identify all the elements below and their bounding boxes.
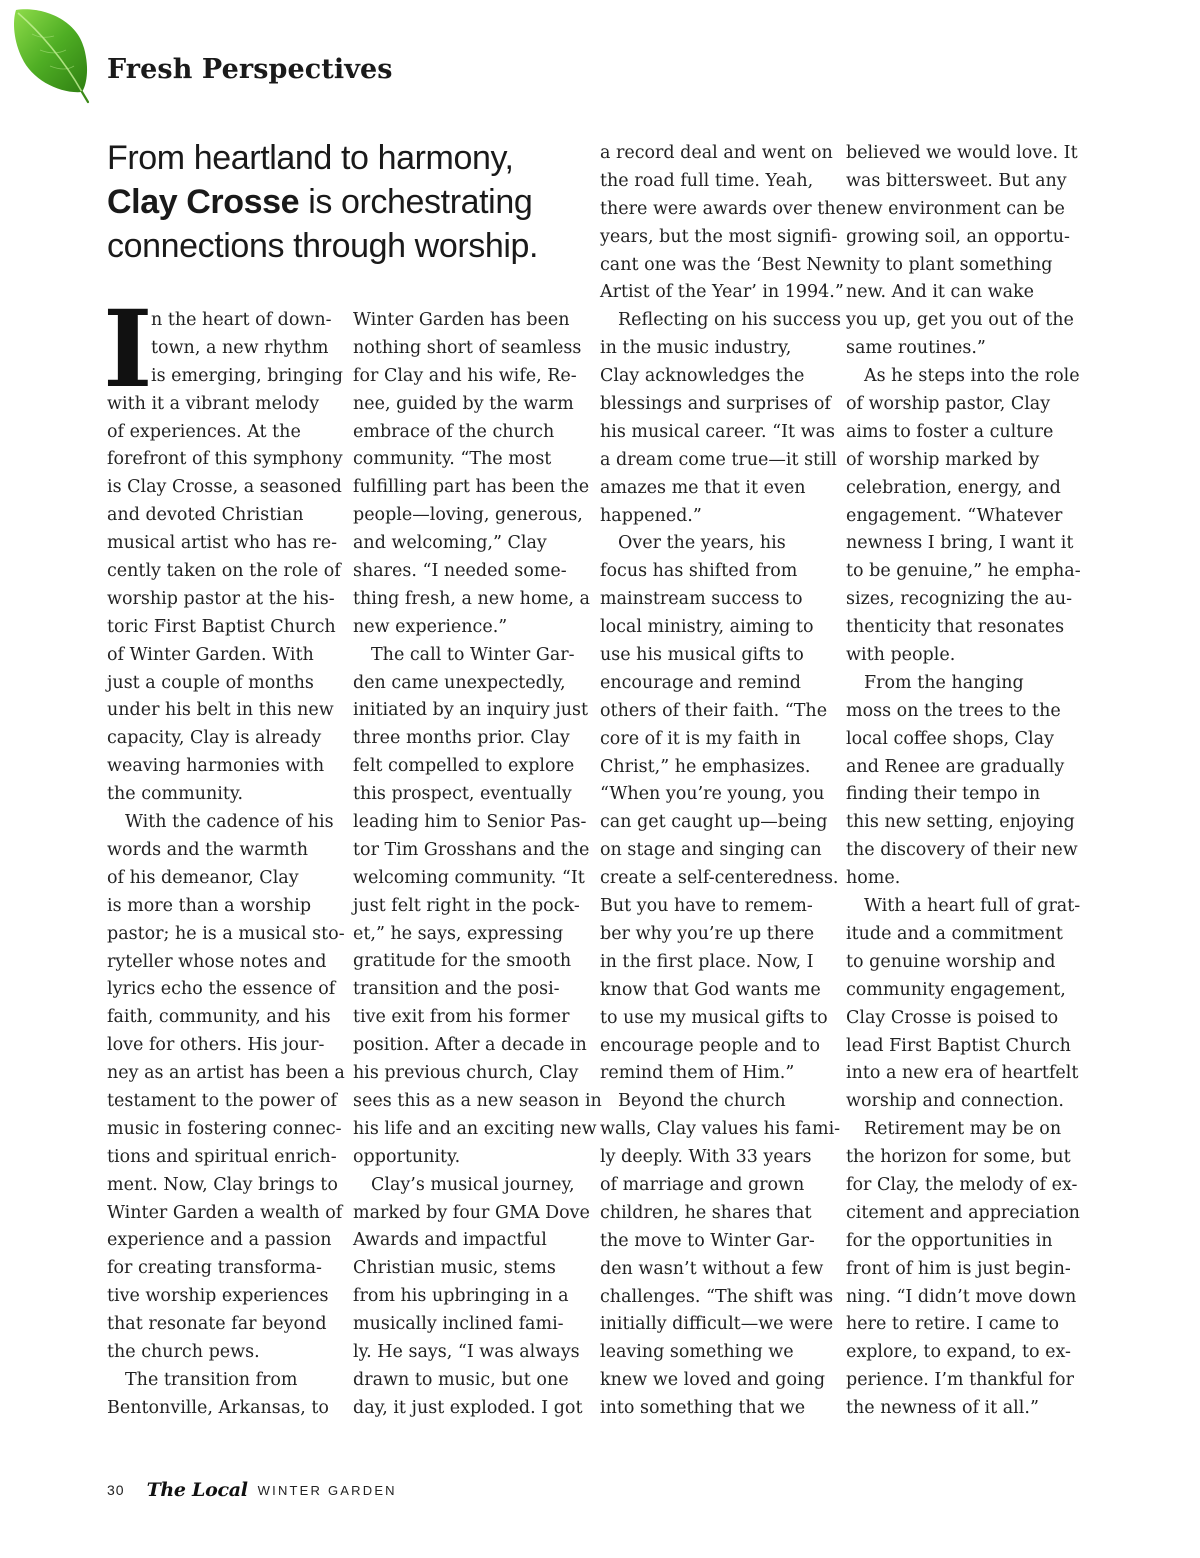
article-line: den wasn’t without a few [600, 1258, 824, 1279]
article-line: cant one was the ‘Best New [600, 254, 848, 275]
article-line: leading him to Senior Pas- [353, 812, 587, 833]
article-line: tions and spiritual enrich- [107, 1146, 337, 1167]
article-line: Clay’s musical journey, [371, 1174, 575, 1195]
article-line: on stage and singing can [600, 840, 822, 861]
article-line: is more than a worship [107, 895, 312, 916]
headline-line-2-rest: is orchestrating [299, 183, 533, 221]
article-line: worship and connection. [846, 1091, 1064, 1112]
article-line: of worship marked by [846, 449, 1040, 470]
article-line: tor Tim Grosshans and the [353, 839, 590, 860]
article-line: the discovery of their new [846, 840, 1078, 861]
article-line: ning. “I didn’t move down [846, 1286, 1077, 1307]
article-line: newness I bring, I want it [846, 533, 1074, 554]
article-line: ryteller whose notes and [107, 951, 327, 972]
article-line: thing fresh, a new home, a [353, 588, 590, 609]
article-line: create a self-centeredness. [600, 868, 839, 889]
article-line: nee, guided by the warm [353, 393, 574, 414]
article-column-4 [846, 140, 1081, 1423]
article-line: amazes me that it even [600, 477, 806, 498]
article-line: With a heart full of grat- [864, 896, 1081, 917]
article-line: here to retire. I came to [846, 1314, 1060, 1335]
article-line: Christian music, stems [353, 1258, 556, 1279]
article-line: new environment can be [846, 198, 1065, 219]
article-line: encourage and remind [600, 672, 802, 693]
article-line: lead First Baptist Church [846, 1035, 1071, 1056]
article-line: “When you’re young, you [600, 784, 825, 805]
article-line: new. And it can wake [846, 282, 1034, 303]
article-line: Christ,” he emphasizes. [600, 756, 811, 777]
article-line: sees this as a new season in [353, 1090, 602, 1111]
article-line: itude and a commitment [846, 923, 1063, 944]
article-line: into something that we [600, 1398, 806, 1419]
section-title: Fresh Perspectives [107, 54, 393, 85]
article-line: in the music industry, [600, 338, 792, 359]
article-line: under his belt in this new [107, 700, 334, 721]
article-line: engagement. “Whatever [846, 505, 1063, 526]
article-line: Beyond the church [618, 1091, 786, 1112]
article-line: transition and the posi- [353, 979, 560, 1000]
article-line: from his upbringing in a [353, 1286, 569, 1307]
article-line: n the heart of down- [151, 310, 332, 330]
article-line: ly deeply. With 33 years [600, 1147, 812, 1168]
page-footer [107, 1476, 397, 1504]
article-line: thenticity that resonates [846, 617, 1065, 638]
article-line: weaving harmonies with [107, 756, 325, 777]
article-line: tive worship experiences [107, 1286, 329, 1307]
article-line: shares. “I needed some- [353, 561, 567, 582]
article-line: The call to Winter Gar- [371, 644, 575, 665]
article-line: Over the years, his [618, 533, 786, 554]
article-line: perience. I’m thankful for [846, 1370, 1074, 1391]
article-line: people—loving, generous, [353, 505, 583, 526]
article-line: a record deal and went on [600, 143, 833, 163]
article-line: in the first place. Now, I [600, 951, 814, 972]
article-line: opportunity. [353, 1146, 461, 1167]
article-line: and devoted Christian [107, 505, 304, 526]
article-line: With the cadence of his [125, 812, 334, 833]
page-number: 30 [107, 1482, 125, 1498]
article-line: worship pastor at the his- [107, 588, 335, 609]
article-line: new experience.” [353, 616, 508, 637]
article-line: front of him is just begin- [846, 1258, 1071, 1279]
article-line: felt compelled to explore [353, 756, 575, 777]
article-line: the newness of it all.” [846, 1398, 1039, 1419]
article-line: a dream come true—it still [600, 449, 837, 470]
article-line: local ministry, aiming to [600, 617, 814, 638]
article-line: citement and appreciation [846, 1202, 1080, 1223]
article-line: the road full time. Yeah, [600, 170, 814, 191]
article-line: Awards and impactful [353, 1230, 547, 1251]
article-line: local coffee shops, Clay [846, 728, 1054, 749]
headline [107, 136, 577, 268]
article-column-3 [600, 140, 848, 1423]
article-line: testament to the power of [107, 1090, 338, 1111]
article-line: love for others. His jour- [107, 1035, 325, 1056]
article-line: encourage people and to [600, 1035, 821, 1056]
article-line: is Clay Crosse, a seasoned [107, 477, 342, 498]
article-line: explore, to expand, to ex- [846, 1342, 1071, 1363]
article-line: gratitude for the smooth [353, 951, 572, 972]
article-line: into a new era of heartfelt [846, 1063, 1079, 1084]
article-line: lyrics echo the essence of [107, 979, 336, 1000]
article-line: nity to plant something [846, 254, 1053, 275]
article-line: marked by four GMA Dove [353, 1202, 590, 1223]
article-line: initiated by an inquiry just [353, 700, 589, 721]
article-line: sizes, recognizing the au- [846, 589, 1073, 610]
headline-line-1: From heartland to harmony, [107, 139, 514, 177]
article-line: core of it is my faith in [600, 728, 801, 749]
article-line: years, but the most signifi- [600, 226, 838, 247]
article-line: believed we would love. It [846, 143, 1078, 163]
article-line: walls, Clay values his fami- [600, 1119, 841, 1140]
article-line: welcoming community. “It [353, 867, 585, 888]
article-line: the church pews. [107, 1341, 260, 1362]
article-line: his previous church, Clay [353, 1063, 579, 1084]
article-line: is emerging, bringing [151, 365, 343, 386]
article-line: knew we loved and going [600, 1370, 826, 1391]
article-line: Winter Garden a wealth of [107, 1202, 343, 1223]
article-line: Winter Garden has been [353, 310, 570, 330]
article-line: ly. He says, “I was always [353, 1341, 580, 1362]
drop-cap: I [103, 286, 153, 411]
article-line: with people. [846, 645, 956, 666]
article-line: ment. Now, Clay brings to [107, 1174, 338, 1195]
article-line: tive exit from his former [353, 1007, 570, 1028]
article-line: that resonate far beyond [107, 1314, 327, 1335]
article-line: growing soil, an opportu- [846, 226, 1070, 247]
article-line: The transition from [125, 1369, 298, 1390]
article-line: and Renee are gradually [846, 756, 1065, 777]
article-line: the community. [107, 784, 244, 805]
headline-line-2 [107, 180, 577, 224]
article-line: nothing short of seamless [353, 337, 582, 358]
article-line: celebration, energy, and [846, 477, 1061, 498]
article-line: same routines.” [846, 338, 986, 359]
article-line: to genuine worship and [846, 951, 1056, 972]
article-line: and welcoming,” Clay [353, 533, 547, 554]
article-line: Clay acknowledges the [600, 366, 805, 387]
article-line: toric First Baptist Church [107, 616, 336, 637]
article-line: for creating transforma- [107, 1258, 322, 1279]
article-line: As he steps into the role [864, 366, 1080, 387]
article-line: faith, community, and his [107, 1007, 331, 1028]
article-column-1 [103, 286, 345, 1423]
article-line: know that God wants me [600, 979, 821, 1000]
article-line: experience and a passion [107, 1230, 332, 1251]
article-line: his life and an exciting new [353, 1118, 597, 1139]
article-line: home. [846, 868, 901, 889]
article-line: challenges. “The shift was [600, 1286, 834, 1307]
article-line: initially difficult—we were [600, 1314, 834, 1335]
article-line: Reflecting on his success [618, 310, 841, 331]
article-line: of Winter Garden. With [107, 644, 314, 665]
article-line: Artist of the Year’ in 1994.” [600, 282, 844, 303]
article-line: of experiences. At the [107, 421, 301, 442]
article-line: musical artist who has re- [107, 533, 338, 554]
headline-name: Clay Crosse [107, 183, 300, 221]
article-line: three months prior. Clay [353, 728, 570, 749]
article-line: Retirement may be on [864, 1119, 1062, 1140]
article-line: focus has shifted from [600, 561, 798, 582]
article-line: for Clay, the melody of ex- [846, 1174, 1078, 1195]
article-line: fulfilling part has been the [353, 477, 590, 498]
article-line: position. After a decade in [353, 1035, 587, 1056]
article-line: From the hanging [864, 672, 1024, 693]
article-line: community. “The most [353, 449, 552, 470]
article-line: blessings and surprises of [600, 394, 831, 415]
article-line: day, it just exploded. I got [353, 1397, 583, 1418]
article-line: there were awards over the [600, 198, 846, 219]
article-line: et,” he says, expressing [353, 923, 564, 944]
article-line: this new setting, enjoying [846, 812, 1075, 833]
article-line: Clay Crosse is poised to [846, 1007, 1059, 1028]
article-line: finding their tempo in [846, 784, 1041, 805]
article-line: to use my musical gifts to [600, 1007, 828, 1028]
article-line: you up, get you out of the [846, 310, 1074, 331]
article-column-2 [353, 307, 602, 1423]
article-line: cently taken on the role of [107, 561, 341, 582]
article-line: with it a vibrant melody [107, 393, 320, 414]
article-line: happened.” [600, 505, 702, 526]
article-line: den came unexpectedly, [353, 672, 566, 693]
article-line: moss on the trees to the [846, 700, 1061, 721]
article-line: pastor; he is a musical sto- [107, 923, 345, 944]
article-line: embrace of the church [353, 421, 555, 442]
article-line: of his demeanor, Clay [107, 867, 299, 888]
magazine-edition: WINTER GARDEN [257, 1482, 397, 1498]
article-line: aims to foster a culture [846, 421, 1054, 442]
article-line: words and the warmth [107, 839, 308, 860]
article-line: use his musical gifts to [600, 645, 804, 666]
article-line: remind them of Him.” [600, 1063, 795, 1084]
article-line: town, a new rhythm [151, 337, 329, 358]
article-line: music in fostering connec- [107, 1118, 342, 1139]
article-line: can get caught up—being [600, 812, 828, 833]
article-line: community engagement, [846, 979, 1066, 1000]
article-line: just felt right in the pock- [353, 895, 580, 916]
article-line: But you have to remem- [600, 896, 813, 917]
article-line: forefront of this symphony [107, 449, 343, 470]
article-line: for the opportunities in [846, 1230, 1053, 1251]
article-line: for Clay and his wife, Re- [353, 365, 577, 386]
article-line: the move to Winter Gar- [600, 1230, 815, 1251]
article-line: ber why you’re up there [600, 923, 815, 944]
article-line: capacity, Clay is already [107, 728, 322, 749]
article-line: the horizon for some, but [846, 1147, 1071, 1168]
headline-line-3: connections through worship. [107, 227, 539, 265]
article-line: Bentonville, Arkansas, to [107, 1397, 329, 1418]
magazine-brand: The Local [146, 1479, 248, 1501]
article-line: his musical career. “It was [600, 421, 835, 442]
article-line: ney as an artist has been a [107, 1063, 345, 1084]
article-line: drawn to music, but one [353, 1369, 569, 1390]
article-line: of marriage and grown [600, 1174, 805, 1195]
article-line: was bittersweet. But any [846, 170, 1067, 191]
article-line: mainstream success to [600, 589, 803, 610]
article-line: others of their faith. “The [600, 700, 828, 721]
article-line: to be genuine,” he empha- [846, 561, 1081, 582]
article-line: of worship pastor, Clay [846, 394, 1051, 415]
article-line: this prospect, eventually [353, 784, 572, 805]
article-line: musically inclined fami- [353, 1314, 564, 1335]
article-line: children, he shares that [600, 1202, 812, 1223]
article-line: leaving something we [600, 1342, 794, 1363]
leaf-icon [10, 4, 94, 104]
article-line: just a couple of months [107, 672, 314, 693]
